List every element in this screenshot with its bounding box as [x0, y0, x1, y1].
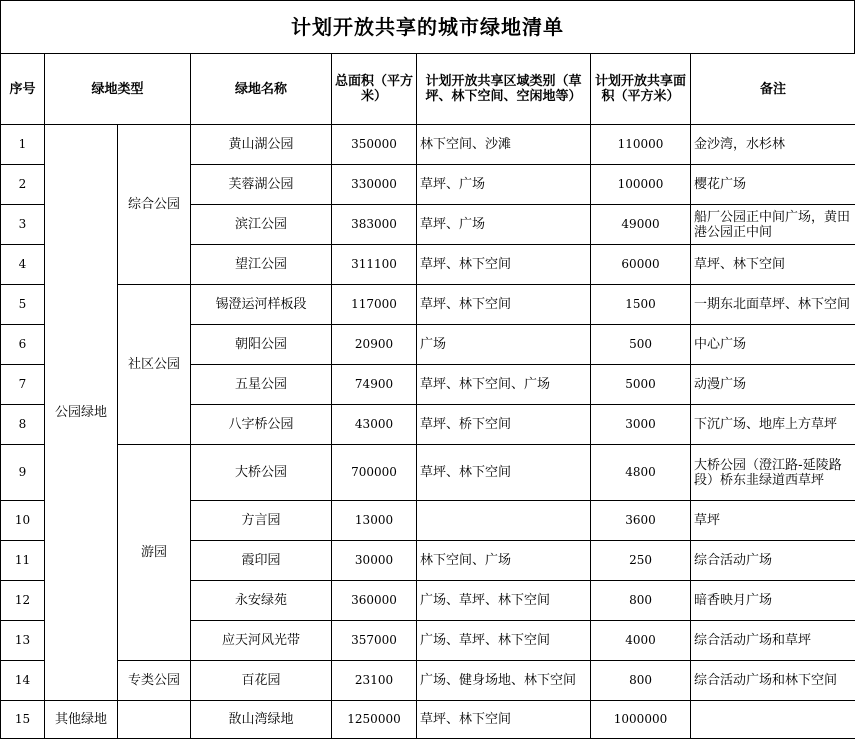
cell-zone: 草坪、广场	[417, 165, 591, 205]
cell-open-area: 500	[591, 325, 691, 365]
header-row	[1, 54, 855, 125]
cell-area: 20900	[332, 325, 417, 365]
cell-note: 草坪	[691, 501, 855, 541]
subcategory-garden: 游园	[118, 445, 191, 661]
subcategory-community: 社区公园	[118, 285, 191, 445]
cell-name: 锡澄运河样板段	[191, 285, 332, 325]
cell-zone: 草坪、林下空间	[417, 285, 591, 325]
table-row	[1, 445, 855, 501]
cell-zone: 草坪、广场	[417, 205, 591, 245]
cell-zone: 广场、草坪、林下空间	[417, 621, 591, 661]
cell-area: 30000	[332, 541, 417, 581]
cell-seq: 1	[1, 125, 45, 165]
subcategory-comprehensive: 综合公园	[118, 125, 191, 285]
header-type: 绿地类型	[45, 54, 191, 125]
cell-note: 中心广场	[691, 325, 855, 365]
cell-note: 船厂公园正中间广场，黄田港公园正中间	[691, 205, 855, 245]
cell-area: 330000	[332, 165, 417, 205]
cell-name: 芙蓉湖公园	[191, 165, 332, 205]
table-row	[1, 285, 855, 325]
cell-name: 朝阳公园	[191, 325, 332, 365]
cell-name: 五星公园	[191, 365, 332, 405]
cell-open-area: 4000	[591, 621, 691, 661]
cell-zone: 广场	[417, 325, 591, 365]
cell-seq: 11	[1, 541, 45, 581]
cell-open-area: 5000	[591, 365, 691, 405]
cell-name: 霞印园	[191, 541, 332, 581]
cell-note: 动漫广场	[691, 365, 855, 405]
cell-note: 大桥公园（澄江路-延陵路段）桥东韭绿道西草坪	[691, 445, 855, 501]
cell-note: 金沙湾，水杉林	[691, 125, 855, 165]
cell-seq: 13	[1, 621, 45, 661]
cell-zone: 林下空间、广场	[417, 541, 591, 581]
category-other: 其他绿地	[45, 701, 118, 739]
cell-area: 1250000	[332, 701, 417, 739]
header-seq: 序号	[1, 54, 45, 125]
cell-open-area: 4800	[591, 445, 691, 501]
page-title: 计划开放共享的城市绿地清单	[0, 0, 855, 53]
greenspace-table	[0, 53, 855, 739]
cell-seq: 12	[1, 581, 45, 621]
cell-zone: 草坪、林下空间	[417, 245, 591, 285]
table-row	[1, 701, 855, 739]
cell-note: 综合活动广场和林下空间	[691, 661, 855, 701]
cell-zone: 草坪、桥下空间	[417, 405, 591, 445]
cell-name: 永安绿苑	[191, 581, 332, 621]
cell-zone: 草坪、林下空间	[417, 701, 591, 739]
cell-area: 311100	[332, 245, 417, 285]
header-note: 备注	[691, 54, 855, 125]
cell-name: 敔山湾绿地	[191, 701, 332, 739]
cell-seq: 5	[1, 285, 45, 325]
cell-zone: 林下空间、沙滩	[417, 125, 591, 165]
cell-name: 方言园	[191, 501, 332, 541]
cell-seq: 3	[1, 205, 45, 245]
cell-open-area: 3600	[591, 501, 691, 541]
cell-area: 700000	[332, 445, 417, 501]
header-zone: 计划开放共享区域类别（草坪、林下空间、空闲地等）	[417, 54, 591, 125]
cell-zone: 广场、草坪、林下空间	[417, 581, 591, 621]
cell-name: 应天河风光带	[191, 621, 332, 661]
cell-note: 下沉广场、地库上方草坪	[691, 405, 855, 445]
cell-seq: 4	[1, 245, 45, 285]
cell-seq: 10	[1, 501, 45, 541]
cell-note: 综合活动广场和草坪	[691, 621, 855, 661]
header-area: 总面积（平方米）	[332, 54, 417, 125]
cell-note: 樱花广场	[691, 165, 855, 205]
cell-note: 暗香映月广场	[691, 581, 855, 621]
cell-area: 383000	[332, 205, 417, 245]
cell-seq: 8	[1, 405, 45, 445]
cell-zone: 草坪、林下空间	[417, 445, 591, 501]
cell-name: 大桥公园	[191, 445, 332, 501]
cell-open-area: 49000	[591, 205, 691, 245]
subcategory-special: 专类公园	[118, 661, 191, 701]
cell-note: 一期东北面草坪、林下空间	[691, 285, 855, 325]
cell-zone: 草坪、林下空间、广场	[417, 365, 591, 405]
cell-seq: 2	[1, 165, 45, 205]
cell-open-area: 1000000	[591, 701, 691, 739]
header-name: 绿地名称	[191, 54, 332, 125]
subcategory-empty	[118, 701, 191, 739]
cell-name: 望江公园	[191, 245, 332, 285]
cell-area: 360000	[332, 581, 417, 621]
cell-note: 草坪、林下空间	[691, 245, 855, 285]
category-park: 公园绿地	[45, 125, 118, 701]
header-open-area: 计划开放共享面积（平方米）	[591, 54, 691, 125]
table-row	[1, 125, 855, 165]
cell-area: 117000	[332, 285, 417, 325]
cell-note	[691, 701, 855, 739]
cell-open-area: 100000	[591, 165, 691, 205]
cell-seq: 9	[1, 445, 45, 501]
cell-area: 43000	[332, 405, 417, 445]
cell-area: 350000	[332, 125, 417, 165]
cell-open-area: 800	[591, 661, 691, 701]
cell-zone	[417, 501, 591, 541]
cell-area: 13000	[332, 501, 417, 541]
cell-area: 23100	[332, 661, 417, 701]
cell-open-area: 250	[591, 541, 691, 581]
cell-name: 黄山湖公园	[191, 125, 332, 165]
cell-seq: 7	[1, 365, 45, 405]
cell-seq: 6	[1, 325, 45, 365]
cell-open-area: 110000	[591, 125, 691, 165]
cell-area: 74900	[332, 365, 417, 405]
table-row	[1, 661, 855, 701]
cell-seq: 14	[1, 661, 45, 701]
cell-name: 百花园	[191, 661, 332, 701]
cell-seq: 15	[1, 701, 45, 739]
cell-open-area: 1500	[591, 285, 691, 325]
cell-note: 综合活动广场	[691, 541, 855, 581]
cell-zone: 广场、健身场地、林下空间	[417, 661, 591, 701]
cell-open-area: 60000	[591, 245, 691, 285]
cell-open-area: 800	[591, 581, 691, 621]
cell-name: 八字桥公园	[191, 405, 332, 445]
cell-area: 357000	[332, 621, 417, 661]
cell-open-area: 3000	[591, 405, 691, 445]
cell-name: 滨江公园	[191, 205, 332, 245]
